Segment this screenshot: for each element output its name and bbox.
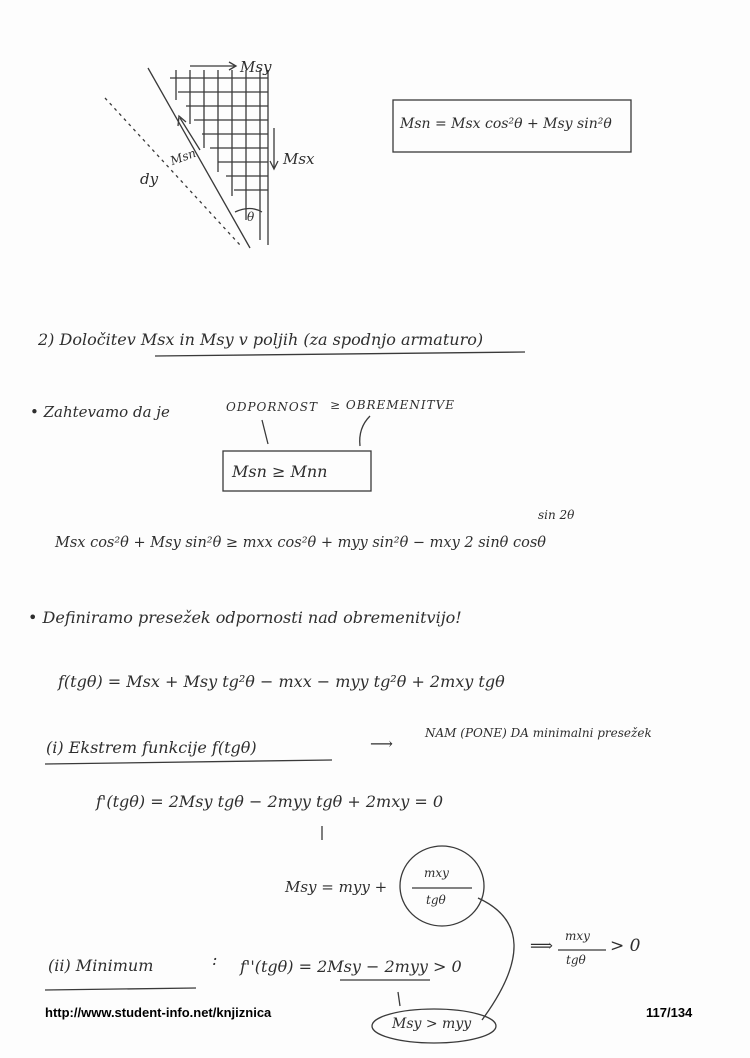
section-heading: 2) Določitev Msx in Msy v poljih (za spodnjo armaturo) xyxy=(38,330,484,349)
derivative-line: f'(tgθ) = 2Msy tgθ − 2myy tgθ + 2mxy = 0 xyxy=(96,792,444,811)
assume-line: • Zahtevamo da je xyxy=(30,403,170,421)
fraction-numerator: mxy xyxy=(424,866,449,880)
second-derivative: f''(tgθ) = 2Msy − 2myy > 0 xyxy=(240,957,462,976)
right-fraction-denominator: tgθ xyxy=(566,953,586,967)
odpornost-label: ODPORNOST xyxy=(226,400,318,414)
footer-url[interactable]: http://www.student-info.net/knjiznica xyxy=(45,1005,272,1020)
theta-label: θ xyxy=(247,210,255,224)
define-line: • Definiramo presežek odpornosti nad obremenitvijo! xyxy=(28,608,462,627)
f-definition: f(tgθ) = Msx + Msy tg²θ − mxx − myy tg²θ + 2mxy tgθ xyxy=(58,672,505,691)
right-fraction-numerator: mxy xyxy=(565,929,590,943)
sin2-note: sin 2θ xyxy=(538,508,575,522)
step-i-heading: (i) Ekstrem funkcije f(tgθ) xyxy=(46,738,257,757)
link-arrow xyxy=(478,898,514,1020)
right-greater-than: > 0 xyxy=(610,936,641,956)
msn-label: Msn xyxy=(168,145,198,169)
heading-underline xyxy=(155,352,525,356)
page-number: 117/134 xyxy=(646,1005,693,1020)
step-i-note: NAM (PONE) DA minimalni presežek xyxy=(425,726,652,740)
step-ii-underline xyxy=(45,988,196,990)
msx-label: Msx xyxy=(283,150,315,168)
inequality-box-text: Msn ≥ Mnn xyxy=(232,462,328,481)
implies-arrow: ⟹ xyxy=(530,936,553,955)
long-inequality: Msx cos²θ + Msy sin²θ ≥ mxx cos²θ + myy sin²θ − mxy 2 sinθ cosθ xyxy=(55,535,547,551)
oval-result: Msy > myy xyxy=(392,1016,472,1032)
msy-label: Msy xyxy=(240,58,272,76)
fraction-circle xyxy=(400,846,484,926)
diagonal-edge-line xyxy=(148,68,250,248)
obremenitve-arrow xyxy=(360,416,370,446)
odpornost-arrow xyxy=(262,420,268,444)
step-i-arrow: ⟶ xyxy=(370,734,393,753)
step-i-underline xyxy=(45,760,332,764)
fraction-denominator: tgθ xyxy=(426,893,446,907)
step-ii-colon: : xyxy=(212,950,218,969)
dy-label: dy xyxy=(140,170,159,188)
msy-expression: Msy = myy + xyxy=(285,878,388,896)
oval-arrow xyxy=(398,992,400,1006)
step-ii-heading: (ii) Minimum xyxy=(48,956,154,975)
obremenitve-label: ≥ OBREMENITVE xyxy=(330,398,456,412)
boxed-formula: Msn = Msx cos²θ + Msy sin²θ xyxy=(400,116,612,132)
